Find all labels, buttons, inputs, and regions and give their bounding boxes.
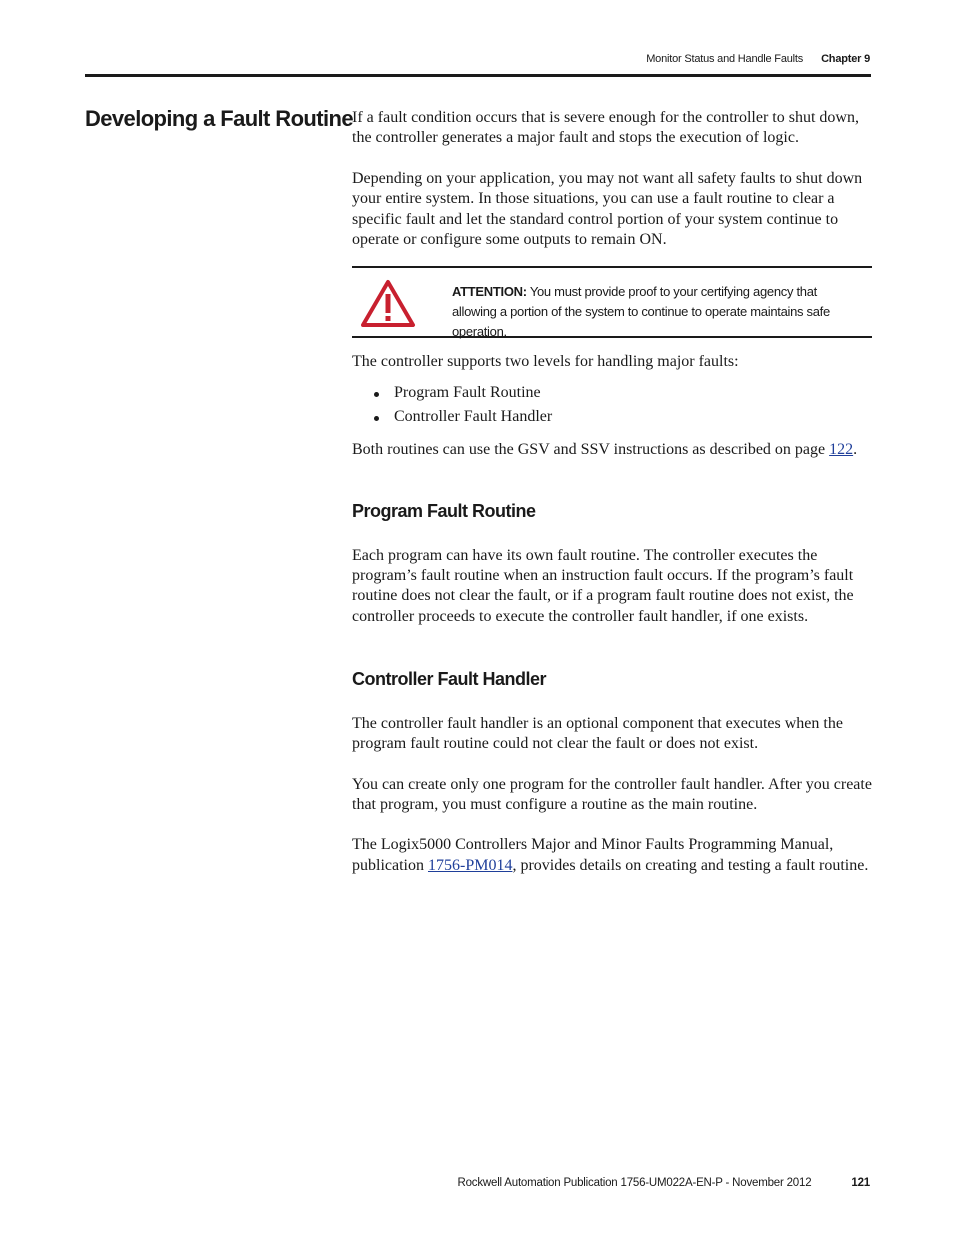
publication-1756-pm014-link[interactable]: 1756-PM014 [427,856,513,874]
attention-message: You must provide proof to your certifying agency that allowing a portion of the system to continue to operate maintains safe operation. [452,284,830,340]
section-title: Developing a Fault Routine [85,106,353,131]
controller-fault-handler-paragraph-3 [352,835,872,876]
list-item: Controller Fault Handler [374,405,872,430]
levels-list [352,381,872,430]
header-chapter: Chapter 9 [821,53,870,65]
paragraph-3-text: The Logix5000 Controllers Major and Minor Faults Programming Manual, publication [352,836,834,874]
levels-note-end: . [853,440,858,458]
paragraph-3-end: , provides details on creating and testing a fault routine. [512,856,869,874]
controller-fault-handler-heading: Controller Fault Handler [352,669,547,690]
attention-box [352,266,872,338]
program-fault-routine-paragraph: Each program can have its own fault routine. The controller executes the program’s fault routine when an instruction fault occurs. If the program’s fault routine does not clear the fault, or if a program fault routine does not exist, the controller proceeds to execute the controller fault handler, if one exists. [352,546,854,625]
intro-paragraph-2: Depending on your application, you may not want all safety faults to shut down your entire system. In those situations, you can use a fault routine to clear a specific fault and let the standard control portion of your system continue to operate or configure some outputs to remain ON. [352,169,863,249]
main-content [352,108,872,876]
list-item: Program Fault Routine [374,381,872,406]
controller-fault-handler-paragraph-2: You can create only one program for the controller fault handler. After you create that program, you must configure a routine as the main routine. [352,775,872,813]
levels-note [352,440,872,460]
page-number: 121 [851,1177,870,1189]
running-header [646,53,870,65]
levels-intro: The controller supports two levels for handling major faults: [352,353,739,371]
footer-publication: Rockwell Automation Publication 1756-UM022A-EN-P - November 2012 [457,1177,812,1189]
program-fault-routine-heading: Program Fault Routine [352,501,536,522]
attention-label: ATTENTION: [452,284,527,300]
warning-triangle-icon [360,279,416,329]
controller-fault-handler-paragraph-1: The controller fault handler is an optional component that executes when the program fault routine could not clear the fault or does not exist. [352,714,843,753]
header-rule [85,74,871,77]
page-footer [458,1177,871,1189]
header-section: Monitor Status and Handle Faults [646,53,804,65]
levels-note-text: Both routines can use the GSV and SSV instructions as described on page [352,440,830,458]
page-122-link[interactable]: 122 [829,440,854,458]
attention-text [452,282,862,342]
intro-paragraph-1: If a fault condition occurs that is severe enough for the controller to shut down, the controller generates a major fault and stops the execution of logic. [352,109,859,147]
